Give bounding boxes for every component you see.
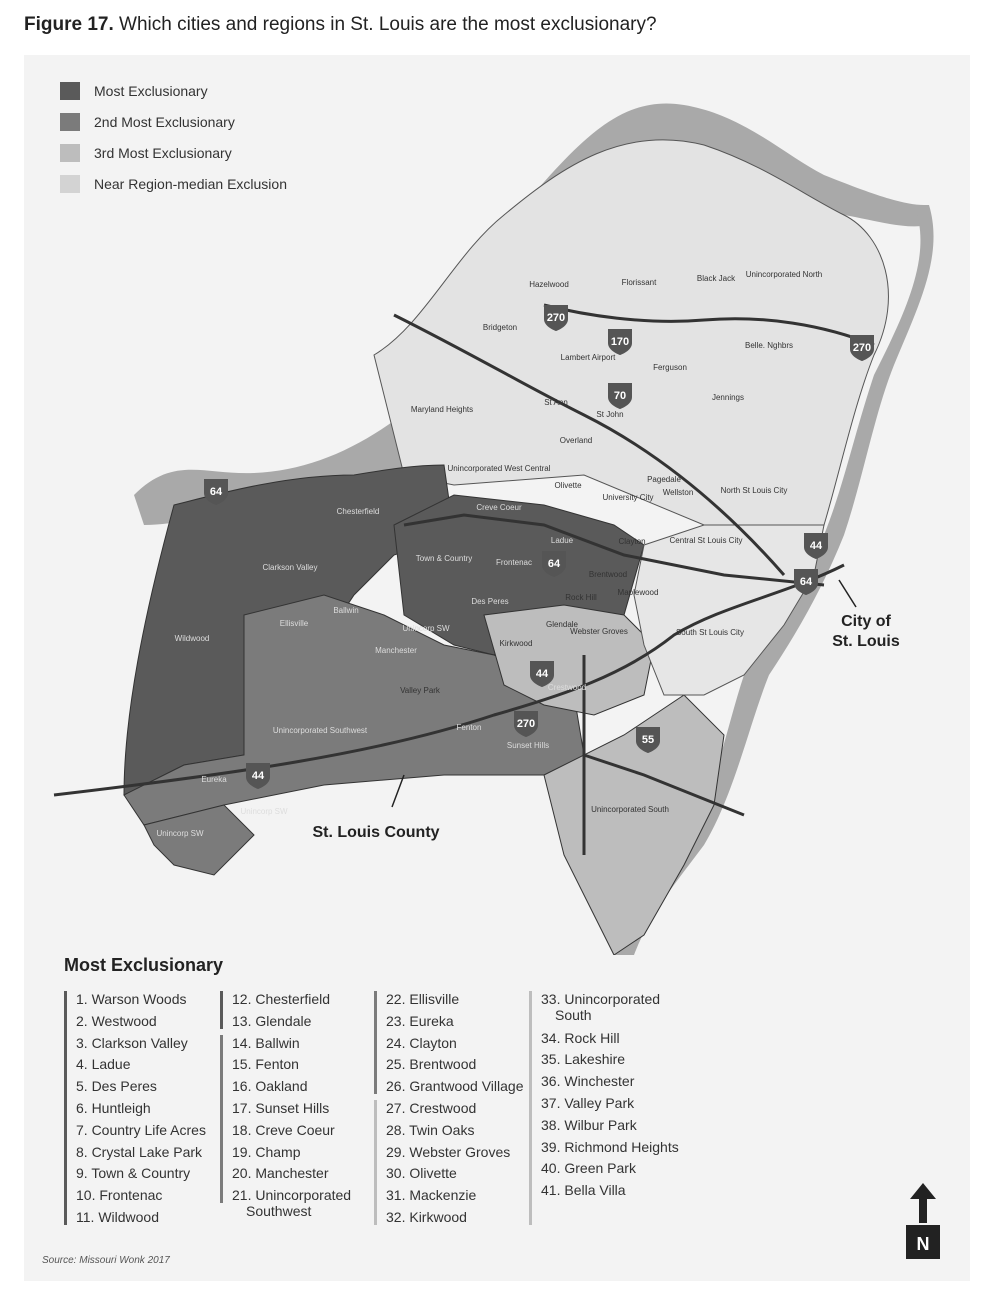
list-item: South (555, 1007, 592, 1023)
label-ellisville: Ellisville (279, 619, 309, 628)
label-bridgeton: Bridgeton (482, 323, 518, 332)
label-bellefontaine: Belle. Nghbrs (744, 341, 794, 350)
label-hazelwood: Hazelwood (529, 280, 569, 289)
label-uninc-north: Unincorporated North (745, 270, 823, 279)
label-frontenac: Frontenac (495, 558, 533, 567)
svg-text:270: 270 (516, 718, 536, 730)
label-uninc-southwest: Unincorporated Southwest (272, 726, 368, 735)
label-clayton: Clayton (618, 537, 646, 546)
label-chesterfield: Chesterfield (336, 507, 380, 516)
label-wildwood: Wildwood (174, 634, 210, 643)
label-des-peres: Des Peres (471, 597, 509, 606)
label-clarkson-valley: Clarkson Valley (262, 563, 318, 572)
label-maplewood: Maplewood (617, 588, 659, 597)
svg-text:44: 44 (809, 540, 823, 552)
svg-text:64: 64 (799, 576, 813, 588)
list-item: 14. Ballwin (232, 1034, 300, 1051)
list-item: 5. Des Peres (76, 1078, 157, 1095)
list-item: 9. Town & Country (76, 1165, 191, 1182)
svg-text:64: 64 (547, 558, 561, 570)
list-item: 16. Oakland (232, 1078, 308, 1095)
county-label: St. Louis County (312, 824, 440, 841)
svg-text:44: 44 (251, 770, 265, 782)
list-item: 7. Country Life Acres (76, 1121, 206, 1138)
label-manchester: Manchester (375, 646, 417, 655)
list-title: Most Exclusionary (64, 955, 224, 975)
list-item: 4. Ladue (76, 1056, 131, 1073)
list-item: 30. Olivette (386, 1165, 457, 1182)
list-item: 26. Grantwood Village (386, 1078, 524, 1095)
label-rock-hill: Rock Hill (565, 593, 597, 602)
exclusion-level-bar (529, 991, 532, 1225)
label-ladue: Ladue (550, 536, 574, 545)
label-wellston: Wellston (662, 488, 694, 497)
label-central-stl: Central St Louis City (669, 536, 743, 545)
label-st-john: St John (596, 410, 624, 419)
legend-swatch (60, 175, 80, 193)
label-uninc-west-central: Unincorporated West Central (447, 464, 551, 473)
label-glendale: Glendale (545, 620, 579, 629)
label-uninc-sw-b: Unincorp SW (240, 807, 288, 816)
label-kirkwood: Kirkwood (499, 639, 533, 648)
label-maryland-heights: Maryland Heights (410, 405, 474, 414)
list-item: 29. Webster Groves (386, 1143, 511, 1160)
north-arrow-icon (906, 1183, 940, 1259)
figure-title-text: Which cities and regions in St. Louis are the most exclusionary? (119, 14, 657, 35)
label-st-ann: St Ann (544, 398, 568, 407)
list-item: 22. Ellisville (386, 991, 460, 1007)
label-florissant: Florissant (621, 278, 657, 287)
city-callout-line (839, 580, 856, 607)
svg-text:64: 64 (209, 486, 223, 498)
list-item: 23. Eureka (386, 1012, 454, 1029)
label-black-jack: Black Jack (696, 274, 736, 283)
list-item: 1. Warson Woods (76, 991, 187, 1007)
list-item: 36. Winchester (541, 1073, 635, 1090)
legend-label: 2nd Most Exclusionary (94, 114, 235, 130)
label-uninc-sw-a: Unincorp SW (402, 624, 450, 633)
label-uninc-sw-c: Unincorp SW (156, 829, 204, 838)
svg-text:270: 270 (546, 312, 566, 324)
label-olivette: Olivette (554, 481, 582, 490)
svg-text:44: 44 (535, 668, 549, 680)
legend-swatch (60, 113, 80, 131)
label-sunset-hills: Sunset Hills (506, 741, 550, 750)
label-brentwood: Brentwood (588, 570, 628, 579)
list-item: 34. Rock Hill (541, 1029, 620, 1046)
list-item: 13. Glendale (232, 1012, 312, 1029)
legend-item (60, 81, 208, 101)
list-item: 10. Frontenac (76, 1187, 163, 1204)
label-webster-groves: Webster Groves (570, 627, 628, 636)
list-item: 6. Huntleigh (76, 1100, 151, 1116)
list-item: 8. Crystal Lake Park (76, 1143, 203, 1160)
county-callout-line (392, 775, 404, 807)
list-item: 32. Kirkwood (386, 1209, 467, 1225)
list-item: 18. Creve Coeur (232, 1121, 335, 1138)
source-note: Source: Missouri Wonk 2017 (42, 1255, 170, 1266)
label-uninc-south: Unincorporated South (591, 805, 669, 814)
legend-swatch (60, 82, 80, 100)
svg-text:70: 70 (613, 390, 627, 402)
list-item: 39. Richmond Heights (541, 1138, 679, 1155)
list-item: Southwest (246, 1203, 312, 1220)
list-item: 11. Wildwood (76, 1209, 160, 1225)
label-valley-park: Valley Park (400, 686, 440, 695)
list-item: 15. Fenton (232, 1056, 299, 1073)
label-lambert: Lambert Airport (560, 353, 616, 362)
exclusion-level-bar (220, 991, 223, 1029)
label-pagedale: Pagedale (647, 475, 681, 484)
list-item: 24. Clayton (386, 1034, 457, 1051)
figure-title (24, 14, 657, 36)
legend-item (60, 112, 235, 132)
label-ballwin: Ballwin (333, 606, 359, 615)
svg-text:270: 270 (852, 342, 872, 354)
label-south-stl: South St Louis City (675, 628, 745, 637)
exclusion-level-bar (374, 1100, 377, 1225)
legend-label: 3rd Most Exclusionary (94, 145, 232, 161)
label-crestwood: Crestwood (547, 683, 587, 692)
label-creve-coeur: Creve Coeur (476, 503, 522, 512)
list-item: 40. Green Park (541, 1160, 636, 1177)
label-town-country: Town & Country (415, 554, 473, 563)
label-overland: Overland (559, 436, 593, 445)
north-label: N (916, 1234, 930, 1254)
legend-label: Near Region-median Exclusion (94, 176, 287, 192)
list-item: 28. Twin Oaks (386, 1121, 475, 1138)
list-item: 41. Bella Villa (541, 1182, 626, 1199)
list-item: 37. Valley Park (541, 1095, 635, 1111)
list-item: 20. Manchester (232, 1165, 329, 1182)
label-ferguson: Ferguson (653, 363, 687, 372)
list-item: 21. Unincorporated (232, 1187, 352, 1204)
label-fenton: Fenton (456, 723, 482, 732)
list-item: 3. Clarkson Valley (76, 1034, 188, 1051)
city-label-line1: City of (841, 613, 891, 630)
list-item: 17. Sunset Hills (232, 1100, 330, 1116)
list-item: 12. Chesterfield (232, 991, 331, 1007)
list-item: 25. Brentwood (386, 1056, 477, 1073)
svg-text:55: 55 (641, 734, 655, 746)
figure-panel (24, 55, 970, 1281)
exclusion-level-bar (374, 991, 377, 1094)
list-item: 27. Crestwood (386, 1100, 477, 1116)
legend-item (60, 174, 287, 194)
list-item: 31. Mackenzie (386, 1187, 477, 1204)
legend-item (60, 143, 232, 163)
exclusion-level-bar (64, 991, 67, 1225)
list-item: 33. Unincorporated (541, 991, 661, 1007)
label-north-stl: North St Louis City (720, 486, 788, 495)
figure-label: Figure 17. (24, 14, 114, 35)
list-item: 2. Westwood (76, 1012, 157, 1029)
list-item: 35. Lakeshire (541, 1051, 626, 1068)
svg-text:170: 170 (610, 336, 630, 348)
list-item: 38. Wilbur Park (541, 1116, 637, 1133)
label-university-city: University City (602, 493, 654, 502)
label-eureka: Eureka (201, 775, 227, 784)
label-jennings: Jennings (711, 393, 745, 402)
legend-label: Most Exclusionary (94, 83, 208, 99)
legend-swatch (60, 144, 80, 162)
list-item: 19. Champ (232, 1143, 301, 1160)
exclusion-level-bar (220, 1035, 223, 1204)
city-label-line2: St. Louis (832, 633, 900, 650)
